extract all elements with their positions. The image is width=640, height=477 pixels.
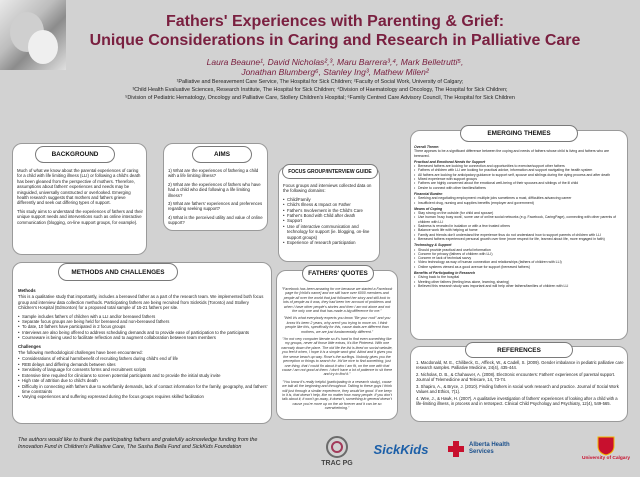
- themes-section-label: Financial Burden: [414, 191, 443, 196]
- authors-line2: Jonathan Blumberg⁶, Stanley Ing³, Mathew Milen²: [241, 67, 429, 77]
- theme-item: • Sadness is revealed in isolation or with a few trusted others: [414, 224, 625, 228]
- theme-item: • Concern re lack of technical savvy: [414, 256, 625, 260]
- focus-item: • Experience of research participation: [283, 240, 377, 245]
- aim-item-3: 3) What are fathers' experiences and preferences regarding seeking support?: [168, 201, 263, 212]
- theme-item: • Use human 'busy busy work', some use of online social networks (e.g. Facebook, CaringPage), connecting with other parents of children with LLI: [414, 215, 625, 224]
- ucalgary-crest-icon: [597, 436, 615, 456]
- theme-item: • Should provide practical and useful information: [414, 248, 625, 252]
- references-heading: REFERENCES: [465, 342, 573, 358]
- affiliation-2: ³Child Health Evaluative Sciences, Research Institute, The Hospital for Sick Children; ⁴Division of Haematology and Oncology, The Hospital for Sick Children;: [132, 87, 508, 93]
- challenge-item: • High rate of attrition due to child's death: [18, 378, 268, 383]
- methods-paragraph: This is a qualitative study that importantly, includes a bereaved father as a part of the research team. We implemented both focus group and interview data collection methods. Participating fathers are being recruited from SickKids (Toronto) and Stollery Children's Hospital (Edmonton) for a proposed total sample of 15-21 fathers per site.: [18, 294, 264, 311]
- authors-line1: Laura Beaune¹, David Nicholas²,³, Maru Barrera³,⁴, Mark Belletrutti⁵,: [206, 57, 464, 67]
- focus-item: • Father's Involvement in the Child's Care: [283, 208, 377, 213]
- theme-item: • Stay strong on the outside (for child and spouse): [414, 211, 625, 215]
- theme-item: • All fathers are looking for anticipatory guidance to support self, spouse and siblings during the dying process and after death: [414, 173, 625, 177]
- challenge-item: • Extensive time required for clinicians to screen potential participants and to provide the initial study invite: [18, 373, 268, 378]
- authors: [70, 57, 600, 77]
- background-heading: BACKGROUND: [35, 146, 115, 163]
- theme-item: • Insufficient drug, nursing and supplies benefits (employer and government): [414, 201, 625, 205]
- theme-item: • Concern for privacy (fathers of children with LLI): [414, 252, 625, 256]
- challenge-item: • Varying experiences and suffering expressed during the focus groups requires skilled facilitation: [18, 394, 268, 399]
- themes-overall-label: Overall Theme:: [414, 145, 440, 149]
- theme-item: • Video technology as way of human connection and relationships (fathers of children with LLI): [414, 260, 625, 264]
- ahs-logo: [440, 434, 528, 464]
- challenge-item: • Sensitivity of language for consents forms and recruitment scripts: [18, 367, 268, 372]
- theme-item: • Fathers of children with LLI are looking for practical advice, information and support navigating the health system: [414, 168, 625, 172]
- methods-body: [18, 288, 268, 400]
- challenge-item: • REB delays and differing demands between sites: [18, 362, 268, 367]
- theme-item: • Giving back to the hospital: [414, 275, 625, 279]
- methods-heading: METHODS AND CHALLENGES: [58, 263, 178, 281]
- methods-label: Methods: [18, 288, 36, 293]
- background-paragraph-2: This study aims to understand the experiences of fathers and their unique support needs and interventions such as online interactive communication (blogging, on-line support groups, for example).: [17, 208, 143, 225]
- aim-item-4: 4) What is the perceived utility and value of online support?: [168, 214, 263, 226]
- methods-item: • Separate focus groups are being held for bereaved and non-bereaved fathers: [18, 319, 268, 324]
- theme-item: • Bereaved fathers experienced personal growth over time (more respect for life, learned about life, more engaged in faith): [414, 237, 625, 241]
- methods-item: • To date, 10 fathers have participated in 2 focus groups: [18, 324, 268, 329]
- focus-item: • Father's Bond with Child after death: [283, 213, 377, 218]
- methods-item: • Interviews are also being offered to address scheduling demands and to provide ease of participation to the participants: [18, 330, 268, 335]
- theme-item: • Mixed experience with support groups: [414, 177, 625, 181]
- tracpg-logo-text: TRAC PG: [321, 459, 353, 467]
- themes-overall-text: There appears to be a significant difference between the coping and needs of fathers whose child is living and fathers who are bereaved.: [414, 149, 610, 158]
- themes-section-label: Benefits of Participating in Research: [414, 271, 476, 276]
- tracpg-emblem-icon: [314, 434, 360, 460]
- acknowledgement: The authors would like to thank the participating fathers and gratefully acknowledge funding from the Innovation Fund in Children's Palliative Care, The Sasha Bella Fund and SickKids Foundation: [18, 437, 258, 450]
- ucalgary-logo: [580, 426, 632, 472]
- quotes-heading: FATHERS' QUOTES: [302, 265, 374, 282]
- themes-heading: EMERGING THEMES: [460, 125, 578, 142]
- quote-1: "Facebook has been amazing for me because we started a Facebook page for [child's name] and we still have over 6000 members and people all over the world that just followed her story and still look to lots of people as it was, they had been her account of problems and when I have other people's stories and then I am not alone and not the only one and that has made a big difference for me.": [281, 287, 393, 314]
- theme-item: • Bereaved fathers are looking for connection and opportunities to exercise/support other fathers: [414, 164, 625, 168]
- focus-item: • Use of interactive communication and technology for support (ie. blogging, on-line support groups): [283, 224, 377, 240]
- challenge-item: • Difficulty in connecting with fathers due to work/family demands, lack of contact information for the family, geography, and fathers' time constraints: [18, 384, 268, 395]
- focus-item: • Support: [283, 218, 377, 223]
- theme-item: • Meeting other fathers (feeling less alone, learning, sharing): [414, 280, 625, 284]
- quote-3: "I'm not very computer literate so it's hard to find even something like my groups, never all those little extras, it's like Pinterest. With one narrowly down the place. The old life the list is lined on social website, you feel it when, I hope it is a simple work gird. Akind and it gives you the sense beach up way. Rose's the surfings. Nobody gives you the perception or things to search for. It'd be nice to find something, just one thing, that I could fin about it who I am fit, on the one with that cause I am not good at them. I don't have a lot of patience to sit there and try to find it.": [281, 337, 393, 377]
- ahs-logo-text: Alberta Health Services: [469, 442, 510, 455]
- focus-group-heading: FOCUS GROUP/INTERVIEW GUIDE: [282, 164, 378, 179]
- reference-item: 4. Wee, J., & Hawk, H. (2007). A qualitative investigation of fathers' experiences of looking after a child with a life-limiting illness, in process and in retrospect. Clinical Child Psychology and Psychiatry, 12(4), 549-565.: [416, 396, 618, 406]
- ucalgary-logo-text: University of Calgary: [582, 456, 630, 462]
- quote-4: "You know it's really helpful (participating in a research study), cause we talk all the beginning and throughout. Talking to these guys I think will just through a similar experience, they would be good. If we keep in it is, that doesn't help, like no matter how many people. If you don't talk about it, it won't go away, it doesn't, something in general doesn't cause you're more up on the air forever and it can be so overwhelming.": [282, 379, 392, 411]
- reference-item: 3. Shapiro, A., & Bryce, J. (2010). Finding fathers in social work research and practice. Journal of Social Work Values and Ethics, 7(1).: [416, 384, 619, 394]
- aim-item-2: 2) What are the experiences of fathers who have had a child who died following a life limiting illness?: [168, 181, 261, 198]
- theme-item: • Seeking and negotiating employment: multiple jobs sometimes a must, difficulties advancing career: [414, 196, 625, 200]
- challenges-intro: The following methodological challenges have been encountered:: [18, 350, 143, 356]
- reference-item: 2. Nicholas, D. B., & Chahauver, A. (2008). Electronic encounters: Fathers' experiences of parental support. Journal of Telemedicine and Telecare, 14, 73-74.: [416, 372, 616, 382]
- aim-item-1: 1) What are the experiences of fathering a child with a life limiting illness?: [168, 168, 259, 179]
- poster-title-line2: Unique Considerations in Caring and Research in Palliative Care: [89, 32, 581, 49]
- theme-item: • Fathers are highly concerned about the emotional well-being of their spouses and siblings of the ill child: [414, 181, 625, 185]
- quote-2: "Well it's what everybody expects you know "Be your rock" and you know it's been 2 years, why aren't you trying to move on. I think people like this, specifically for this, cause dads are different than mothers, we are just fundamentally different.": [283, 316, 391, 334]
- theme-item: • Believed this research study was important and will help other fathers/families of children with LLI: [414, 284, 625, 288]
- header-photo: [0, 0, 66, 70]
- background-paragraph-1: Much of what we know about the parental experiences of caring for a child with life limiting illness (LLI) or following a child's death has been gleaned from the perspective of mothers. Therefore, assumptions about fathers' experiences and needs may be misguided, universally constructed or overlooked. Emerging health research suggests that mothers and fathers grieve differently and seek out differing types of support.: [17, 168, 141, 206]
- focus-item: • Child/Family: [283, 197, 377, 202]
- methods-item: • Sample includes fathers of children with a LLI and/or bereaved fathers: [18, 314, 268, 319]
- theme-item: • Desire to connect with other families/fathers: [414, 186, 625, 190]
- themes-section-label: Practical and Emotional Needs for Support: [414, 159, 486, 164]
- focus-group-intro: Focus groups and interviews collected data on the following domains:: [283, 183, 372, 194]
- sickkids-logo: SickKids: [373, 441, 429, 457]
- aims-list: [168, 168, 265, 229]
- background-body: [17, 168, 143, 228]
- theme-item: • Balance work life with helping at home: [414, 228, 625, 232]
- themes-section-label: Means of Coping: [414, 206, 443, 211]
- theme-item: • Family and friends don't understand the experience thus do not understand how to support parents of children with LLI: [414, 233, 625, 237]
- affiliation-1: ¹Palliative and Bereavement Care Service, The Hospital for Sick Children; ²Faculty of Social Work, University of Calgary;: [176, 79, 464, 85]
- focus-item: • Child's Illness & Impact on Father: [283, 202, 377, 207]
- reference-item: 1. Macdonald, M. E., Chilibeck, G., Affleck, W., & Cadell, S. (2009). Gender imbalance in pediatric palliative care research samples. Palliative Medicine, 24(4), 435-444.: [416, 360, 624, 370]
- references-list: [416, 360, 624, 408]
- challenge-item: • Considerations of ethical harm/benefit of recruiting fathers during child's end of life: [18, 356, 268, 361]
- methods-item: • Courseware is being used to facilitate reflection and to augment collaboration between team members: [18, 335, 268, 340]
- ahs-cross-icon: [447, 440, 465, 458]
- challenges-label: Challenges: [18, 343, 41, 349]
- theme-item: • Online systems viewed as a good avenue for support (bereaved fathers): [414, 265, 625, 269]
- affiliation-3: ⁵Division of Pediatric Hematology, Oncology and Palliative Care, Stollery Children's Hospital; ⁶Family Centred Care Advisory Council, The Hospital for Sick Children: [125, 95, 515, 101]
- focus-group-body: [283, 183, 377, 245]
- quotes-body: [281, 287, 393, 414]
- poster-title-line1: Fathers' Experiences with Parenting & Grief:: [165, 13, 505, 30]
- themes-section-label: Technology & Support: [414, 243, 452, 248]
- aims-heading: AIMS: [192, 146, 252, 163]
- themes-body: [414, 145, 625, 288]
- tracpg-logo: [312, 430, 362, 470]
